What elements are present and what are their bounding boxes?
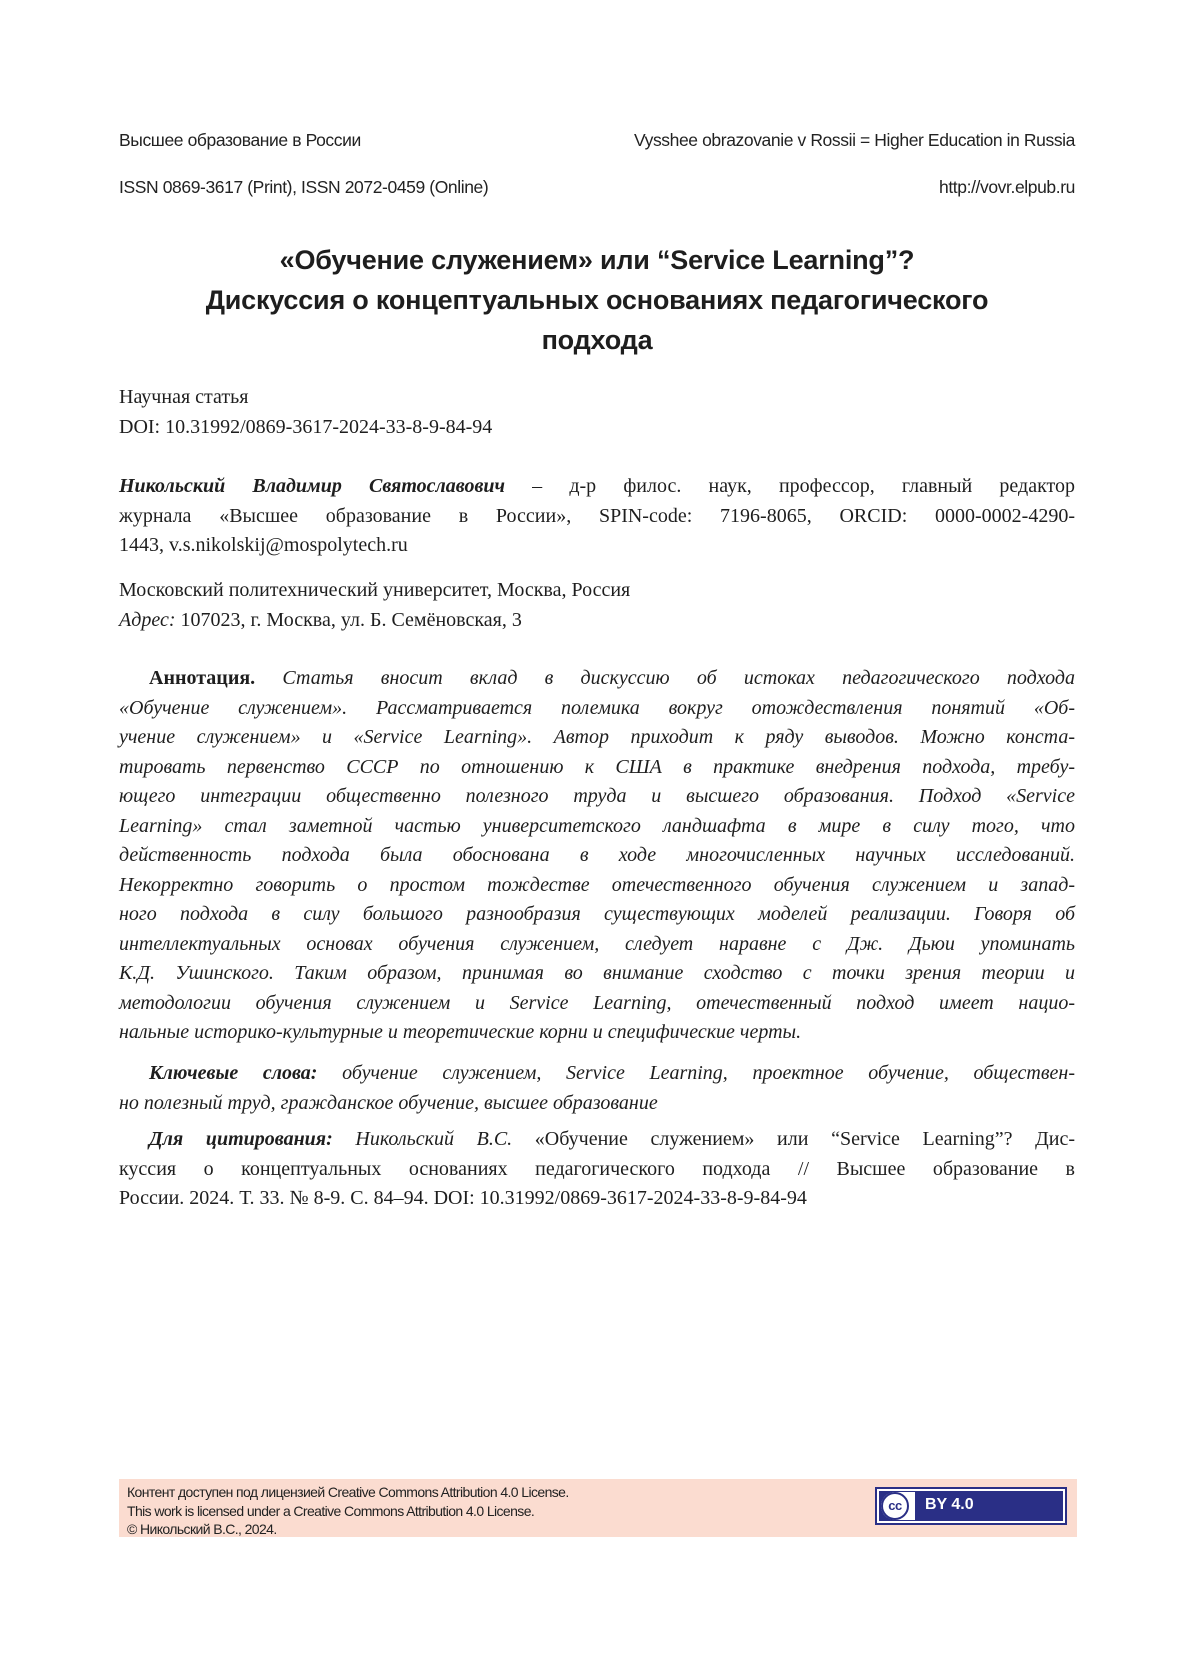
affiliation [119,576,1075,635]
journal-url[interactable]: http://vovr.elpub.ru [939,177,1075,197]
abstract-line: интеллектуальных основах обучения служением, следует наравне с Дж. Дьюи упоминать [119,932,1075,955]
author-line: журнала «Высшее образование в России», SPIN-code: 7196-8065, ORCID: 0000-0002-4290- [119,504,1075,527]
citation-label: Для цитирования: [149,1128,333,1150]
citation-authors: Никольский В.С. [332,1128,513,1150]
abstract-line: ющего интеграции общественно полезного труда и высшего образования. Подход «Service [119,785,1075,807]
title-line: подхода [541,325,653,355]
cc-icon: cc [881,1492,909,1520]
abstract-line: ного подхода в силу большого разнообразия существующих моделей реализации. Говоря об [119,903,1075,925]
license-box [119,1479,1077,1537]
abstract-line: «Обучение служением». Рассматривается полемика вокруг отождествления понятий «Об- [119,696,1075,719]
abstract-line: Learning» стал заметной частью университетского ландшафта в мире в силу того, что [119,814,1075,837]
citation-line: России. 2024. Т. 33. № 8-9. С. 84–94. DOI: 10.31992/0869-3617-2024-33-8-9-84-94 [119,1187,807,1209]
abstract-line: тировать первенство СССР по отношению к США в практике внедрения подхода, требу- [119,755,1075,778]
abstract-line: Статья вносит вклад в дискуссию об истоках педагогического подхода [255,667,1075,689]
abstract-line: К.Д. Ушинского. Таким образом, принимая во внимание сходство с точки зрения теории и [119,962,1075,984]
citation-line: куссия о концептуальных основаниях педагогического подхода // Высшее образование в [119,1157,1075,1180]
doi: DOI: 10.31992/0869-3617-2024-33-8-9-84-94 [119,415,493,438]
title-line: «Обучение служением» или “Service Learning”? [279,245,915,275]
keywords [119,1059,1075,1118]
author-line: – д-р филос. наук, профессор, главный редактор [505,475,1075,497]
citation [119,1125,1075,1214]
keywords-line: но полезный труд, гражданское обучение, высшее образование [119,1091,658,1114]
abstract-line: учение служением» и «Service Learning». Автор приходит к ряду выводов. Можно конста- [119,726,1075,748]
license-ru: Контент доступен под лицензией Creative Commons Attribution 4.0 License. [127,1484,569,1500]
organization: Московский политехнический университет, Москва, Россия [119,579,631,601]
abstract [119,664,1075,1048]
abstract-line: методологии обучения служением и Service Learning, отечественный подход имеет нацио- [119,991,1075,1014]
keywords-line: обучение служением, Service Learning, проектное обучение, обществен- [317,1062,1076,1084]
article-title [119,240,1075,360]
author-line: 1443, v.s.nikolskij@mospolytech.ru [119,534,408,556]
author-info [119,472,1075,561]
article-meta [119,383,1075,442]
address-label: Адрес: [119,608,176,631]
copyright: © Никольский В.С., 2024. [127,1521,277,1537]
cc-badge-label: BY 4.0 [925,1496,974,1513]
address: 107023, г. Москва, ул. Б. Семёновская, 3 [175,608,522,631]
cc-by-badge[interactable] [875,1487,1067,1525]
issn: ISSN 0869-3617 (Print), ISSN 2072-0459 (Online) [119,177,489,197]
abstract-line: нальные историко-культурные и теоретические корни и специфические черты. [119,1021,802,1043]
journal-name-ru: Высшее образование в России [119,130,361,150]
abstract-line: Некорректно говорить о простом тождестве отечественного обучения служением и запад- [119,873,1075,896]
title-line: Дискуссия о концептуальных основаниях педагогического [205,285,989,315]
license-en: This work is licensed under a Creative Commons Attribution 4.0 License. [127,1502,535,1519]
abstract-label: Аннотация. [149,667,256,689]
author-name: Никольский Владимир Святославович [119,475,505,497]
citation-line: «Обучение служением» или “Service Learning”? Дис- [512,1128,1075,1150]
keywords-label: Ключевые слова: [149,1062,318,1084]
abstract-line: действенность подхода была обоснована в ходе многочисленных научных исследований. [119,844,1075,866]
article-type: Научная статья [119,386,249,408]
journal-name-en: Vysshee obrazovanie v Rossii = Higher Education in Russia [633,130,1075,150]
